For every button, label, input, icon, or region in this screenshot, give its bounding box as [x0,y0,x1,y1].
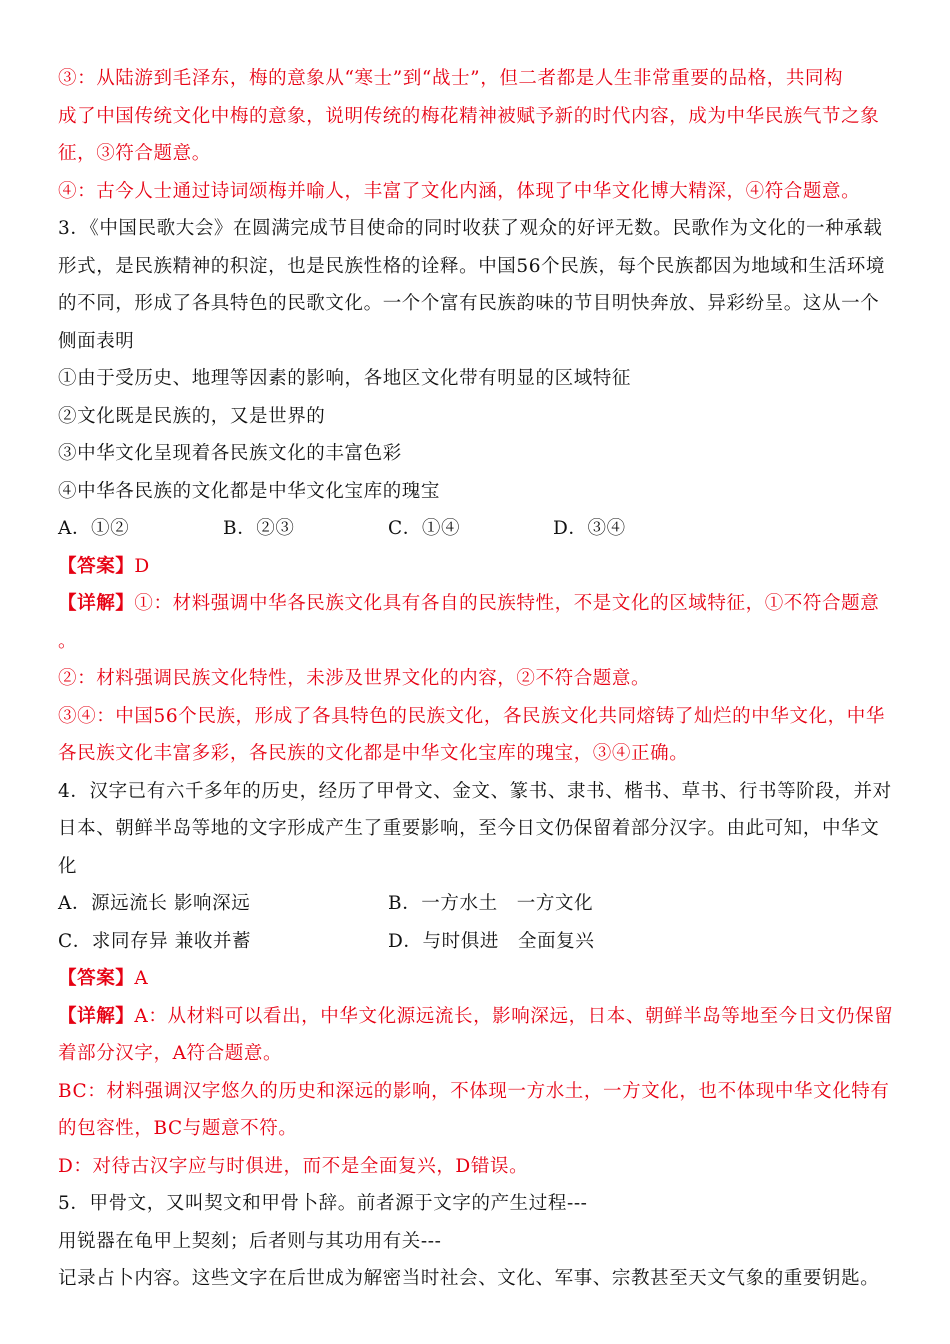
q4-detail-2: BC：材料强调汉字悠久的历史和深远的影响，不体现一方水土，一方文化，也不体现中华文化特有 [58,1080,890,1102]
q4-detail-1-cont: 着部分汉字，A符合题意。 [58,1043,283,1064]
q3-option-a: A．①② [58,518,130,539]
detail-text: A：从材料可以看出，中华文化源远流长，影响深远，日本、朝鲜半岛等地至今日文仍保留 [134,1005,894,1027]
q4-detail-1 [58,998,894,1036]
q4-stem-line: 化 [58,855,78,877]
q5-stem-line: 5．甲骨文，又叫契文和甲骨卜辞。前者源于文字的产生过程--- [58,1193,588,1214]
q5-stem-line: 用锐器在龟甲上契刻；后者则与其功用有关--- [58,1230,442,1252]
q4-option-a: A．源远流长 影响深远 [58,893,251,914]
q4-detail-3: D：对待古汉字应与时俱进，而不是全面复兴，D错误。 [58,1155,529,1177]
q3-detail-1 [58,585,894,623]
q4-option-c: C．求同存异 兼收并蓄 [58,930,252,952]
q3-detail-3: ③④：中国56个民族，形成了各具特色的民族文化，各民族文化共同熔铸了灿烂的中华文化，中华 [58,705,885,727]
q3-stem-line: 形式，是民族精神的积淀，也是民族性格的诠释。中国56个民族，每个民族都因为地域和生活环境 [58,255,885,277]
q4-detail-2-cont: 的包容性，BC与题意不符。 [58,1118,298,1139]
q2-detail-3: ③：从陆游到毛泽东，梅的意象从“寒士”到“战士”，但二者都是人生非常重要的品格，共同构 [58,68,844,89]
q2-detail-3-cont: 成了中国传统文化中梅的意象，说明传统的梅花精神被赋予新的时代内容，成为中华民族气节之象 [58,105,880,127]
q4-option-d: D．与时俱进 全面复兴 [388,930,595,952]
q4-option-b: B．一方水土 一方文化 [388,893,594,914]
q3-option-c: C．①④ [388,518,461,539]
q2-detail-4: ④：古今人士通过诗词颂梅并喻人，丰富了文化内涵，体现了中华文化博大精深，④符合题意。 [58,180,861,202]
q3-detail-3-cont: 各民族文化丰富多彩，各民族的文化都是中华文化宝库的瑰宝，③④正确。 [58,743,689,764]
q4-options-row-2 [58,923,894,961]
q4-stem-line: 4．汉字已有六千多年的历史，经历了甲骨文、金文、篆书、隶书、楷书、草书、行书等阶段，并对 [58,780,892,802]
q3-detail-1-end: 。 [58,630,78,652]
detail-label: 【详解】 [58,593,135,614]
q3-item: ②文化既是民族的，又是世界的 [58,405,326,427]
document-page [58,60,894,1298]
q3-option-d: D．③④ [553,518,626,539]
q4-answer [58,960,894,998]
answer-label: 【答案】 [58,968,135,989]
q3-stem-line: 3．《中国民歌大会》在圆满完成节目使命的同时收获了观众的好评无数。民歌作为文化的一种承载 [58,218,883,239]
q3-item: ①由于受历史、地理等因素的影响，各地区文化带有明显的区域特征 [58,368,632,389]
q3-item: ④中华各民族的文化都是中华文化宝库的瑰宝 [58,480,441,502]
q4-options-row-1 [58,885,894,923]
q2-detail-3-end: 征，③符合题意。 [58,143,211,164]
detail-text: ①：材料强调中华各民族文化具有各自的民族特性，不是文化的区域特征，①不符合题意 [134,593,880,614]
q3-stem-line: 的不同，形成了各具特色的民歌文化。一个个富有民族韵味的节目明快奔放、异彩纷呈。这从一个 [58,293,880,314]
answer-value: D [134,555,150,577]
q4-stem-line: 日本、朝鲜半岛等地的文字形成产生了重要影响，至今日文仍保留着部分汉字。由此可知，中华文 [58,818,880,839]
q3-options [58,510,894,548]
q3-stem-line: 侧面表明 [58,330,135,352]
detail-label: 【详解】 [58,1005,135,1027]
q3-item: ③中华文化呈现着各民族文化的丰富色彩 [58,443,402,464]
answer-value: A [134,968,149,989]
q3-detail-2: ②：材料强调民族文化特性，未涉及世界文化的内容，②不符合题意。 [58,668,651,689]
q3-answer [58,548,894,586]
answer-label: 【答案】 [58,555,135,577]
q5-stem-line: 记录占卜内容。这些文字在后世成为解密当时社会、文化、军事、宗教甚至天文气象的重要钥匙。 [58,1268,880,1289]
q3-option-b: B．②③ [223,518,295,539]
